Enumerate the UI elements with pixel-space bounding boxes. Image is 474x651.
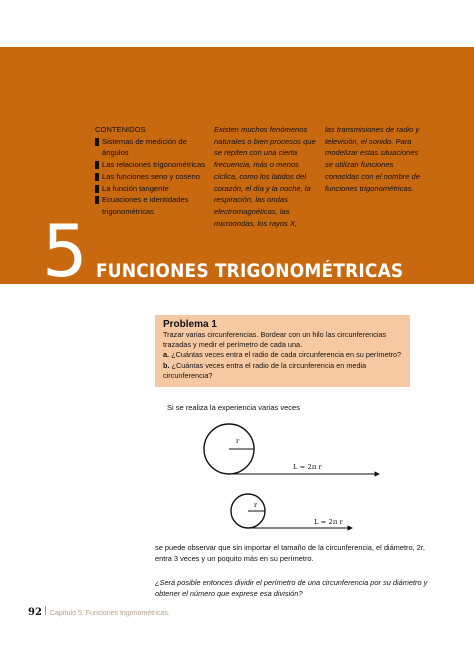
problem-statement: Trazar varias circunferencias. Bordear con un hilo las circunferencias trazadas y medir el perímetro de cada una.	[163, 330, 387, 350]
problem-question-a: a. ¿Cuántas veces entra el radio de cada circunferencia en su perímetro?	[163, 350, 402, 360]
intro-column-2: las transmisiones de radio y televisión, el sonido. Para modelizar estas situaciones se utilizan funciones conocidas con el nombre de funciones trigonométricas.	[325, 125, 420, 193]
page-number: 92	[28, 607, 42, 618]
intro-column-1: Existen muchos fenómenos naturales o bien procesos que se repiten con una cierta frecuencia, más o menos cíclica, como los latidos del corazón, el día y la noche, la respiración, las ondas electromagnéticas, las microondas, los rayos X,	[214, 125, 316, 228]
contents-item: Las funciones seno y coseno	[95, 171, 205, 183]
problem-question-b: b. ¿Cuántas veces entra el radio de la circunferencia en media circunferencia?	[163, 360, 367, 380]
footer-chapter: Capítulo 5. Funciones trigonométricas.	[49, 610, 170, 617]
small-radius-label: r	[254, 501, 258, 509]
chapter-number: 5	[42, 209, 88, 293]
lead-sentence: Si se realiza la experiencia varias veces	[167, 403, 300, 412]
large-radius-label: r	[236, 437, 240, 445]
chapter-title: FUNCIONES TRIGONOMÉTRICAS	[96, 261, 404, 282]
contents-item: Sistemas de medición de ángulos	[95, 136, 205, 159]
footer-divider	[45, 606, 46, 615]
small-perimeter-label: L = 2π r	[314, 518, 343, 526]
contents-item: La función tangente	[95, 183, 205, 195]
contents-item: Las relaciones trigonométricas	[95, 159, 205, 171]
contents-heading: CONTENIDOS	[95, 125, 146, 134]
contents-item: Ecuaciones e identidades trigonométricas	[95, 194, 205, 217]
problem-title: Problema 1	[163, 319, 217, 330]
question-paragraph: ¿Será posible entonces dividir el perímetro de una circunferencia por su diámetro y obtener el número que exprese esa división?	[155, 578, 428, 598]
observation-paragraph: se puede observar que sin importar el tamaño de la circunferencia, el diámetro, 2r, entra 3 veces y un poquito más en su perímetro.	[155, 543, 425, 563]
page-footer	[28, 606, 170, 618]
large-perimeter-label: L = 2π r	[293, 463, 322, 471]
